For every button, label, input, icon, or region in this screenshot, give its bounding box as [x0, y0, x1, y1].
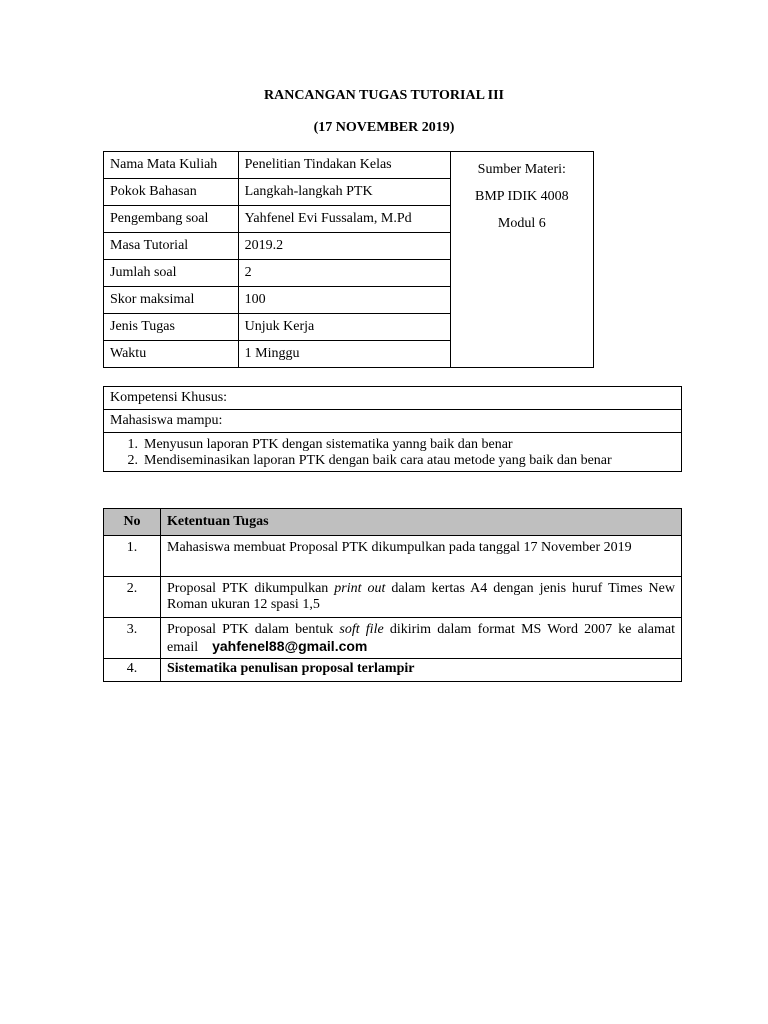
task-text-part: Proposal PTK dikumpulkan — [167, 581, 335, 596]
task-text — [161, 577, 682, 618]
info-label: Waktu — [104, 341, 239, 368]
email-address: yahfenel88@gmail.com — [212, 638, 368, 654]
source-book: BMP IDIK 4008 — [475, 189, 569, 204]
table-row — [104, 152, 594, 179]
task-text-italic: soft file — [339, 622, 384, 637]
competency-table — [103, 386, 682, 472]
task-text-part: dalam kertas A4 dengan jenis huruf Times New Roman ukuran 12 spasi 1,5 — [167, 581, 675, 612]
column-header-no: No — [104, 509, 161, 536]
info-label: Nama Mata Kuliah — [104, 152, 239, 179]
competency-intro: Mahasiswa mampu: — [104, 410, 682, 433]
info-value: Unjuk Kerja — [238, 314, 450, 341]
task-number: 1. — [104, 536, 161, 577]
task-requirements-table — [103, 508, 682, 682]
info-value: Penelitian Tindakan Kelas — [238, 152, 450, 179]
table-row — [104, 618, 682, 659]
table-row — [104, 433, 682, 472]
table-header-row — [104, 509, 682, 536]
task-text: Mahasiswa membuat Proposal PTK dikumpulkan pada tanggal 17 November 2019 — [161, 536, 682, 577]
task-text-part: dikirim dalam format MS Word 2007 ke alamat email — [167, 622, 675, 655]
info-label: Pengembang soal — [104, 206, 239, 233]
list-item-number: 2. — [127, 453, 138, 468]
task-number: 4. — [104, 659, 161, 682]
list-item-text: Menyusun laporan PTK dengan sistematika yanng baik dan benar — [144, 437, 513, 452]
task-text-italic: print out — [334, 581, 386, 596]
task-number: 2. — [104, 577, 161, 618]
table-row — [104, 387, 682, 410]
column-header-task: Ketentuan Tugas — [161, 509, 682, 536]
info-label: Pokok Bahasan — [104, 179, 239, 206]
table-row — [104, 659, 682, 682]
info-label: Skor maksimal — [104, 287, 239, 314]
info-value: 100 — [238, 287, 450, 314]
info-value: 2 — [238, 260, 450, 287]
document-title: RANCANGAN TUGAS TUTORIAL III — [263, 88, 504, 103]
competency-list — [104, 433, 682, 472]
info-value: 1 Minggu — [238, 341, 450, 368]
table-row — [104, 536, 682, 577]
source-module: Modul 6 — [497, 216, 546, 231]
source-material-cell — [450, 152, 593, 368]
info-value: 2019.2 — [238, 233, 450, 260]
source-heading: Sumber Materi: — [477, 162, 566, 177]
info-label: Jenis Tugas — [104, 314, 239, 341]
info-label: Jumlah soal — [104, 260, 239, 287]
info-label: Masa Tutorial — [104, 233, 239, 260]
course-info-table — [103, 151, 594, 368]
task-text-part: Proposal PTK dalam bentuk — [167, 622, 340, 637]
info-value: Langkah-langkah PTK — [238, 179, 450, 206]
task-text — [161, 618, 682, 659]
table-row — [104, 577, 682, 618]
task-text: Sistematika penulisan proposal terlampir — [161, 659, 682, 682]
task-number: 3. — [104, 618, 161, 659]
info-value: Yahfenel Evi Fussalam, M.Pd — [238, 206, 450, 233]
table-row — [104, 410, 682, 433]
document-date: (17 NOVEMBER 2019) — [313, 120, 455, 135]
list-item — [110, 453, 675, 469]
list-item-text: Mendiseminasikan laporan PTK dengan baik cara atau metode yang baik dan benar — [144, 453, 612, 468]
list-item — [110, 437, 675, 453]
competency-heading: Kompetensi Khusus: — [104, 387, 682, 410]
list-item-number: 1. — [127, 437, 138, 452]
